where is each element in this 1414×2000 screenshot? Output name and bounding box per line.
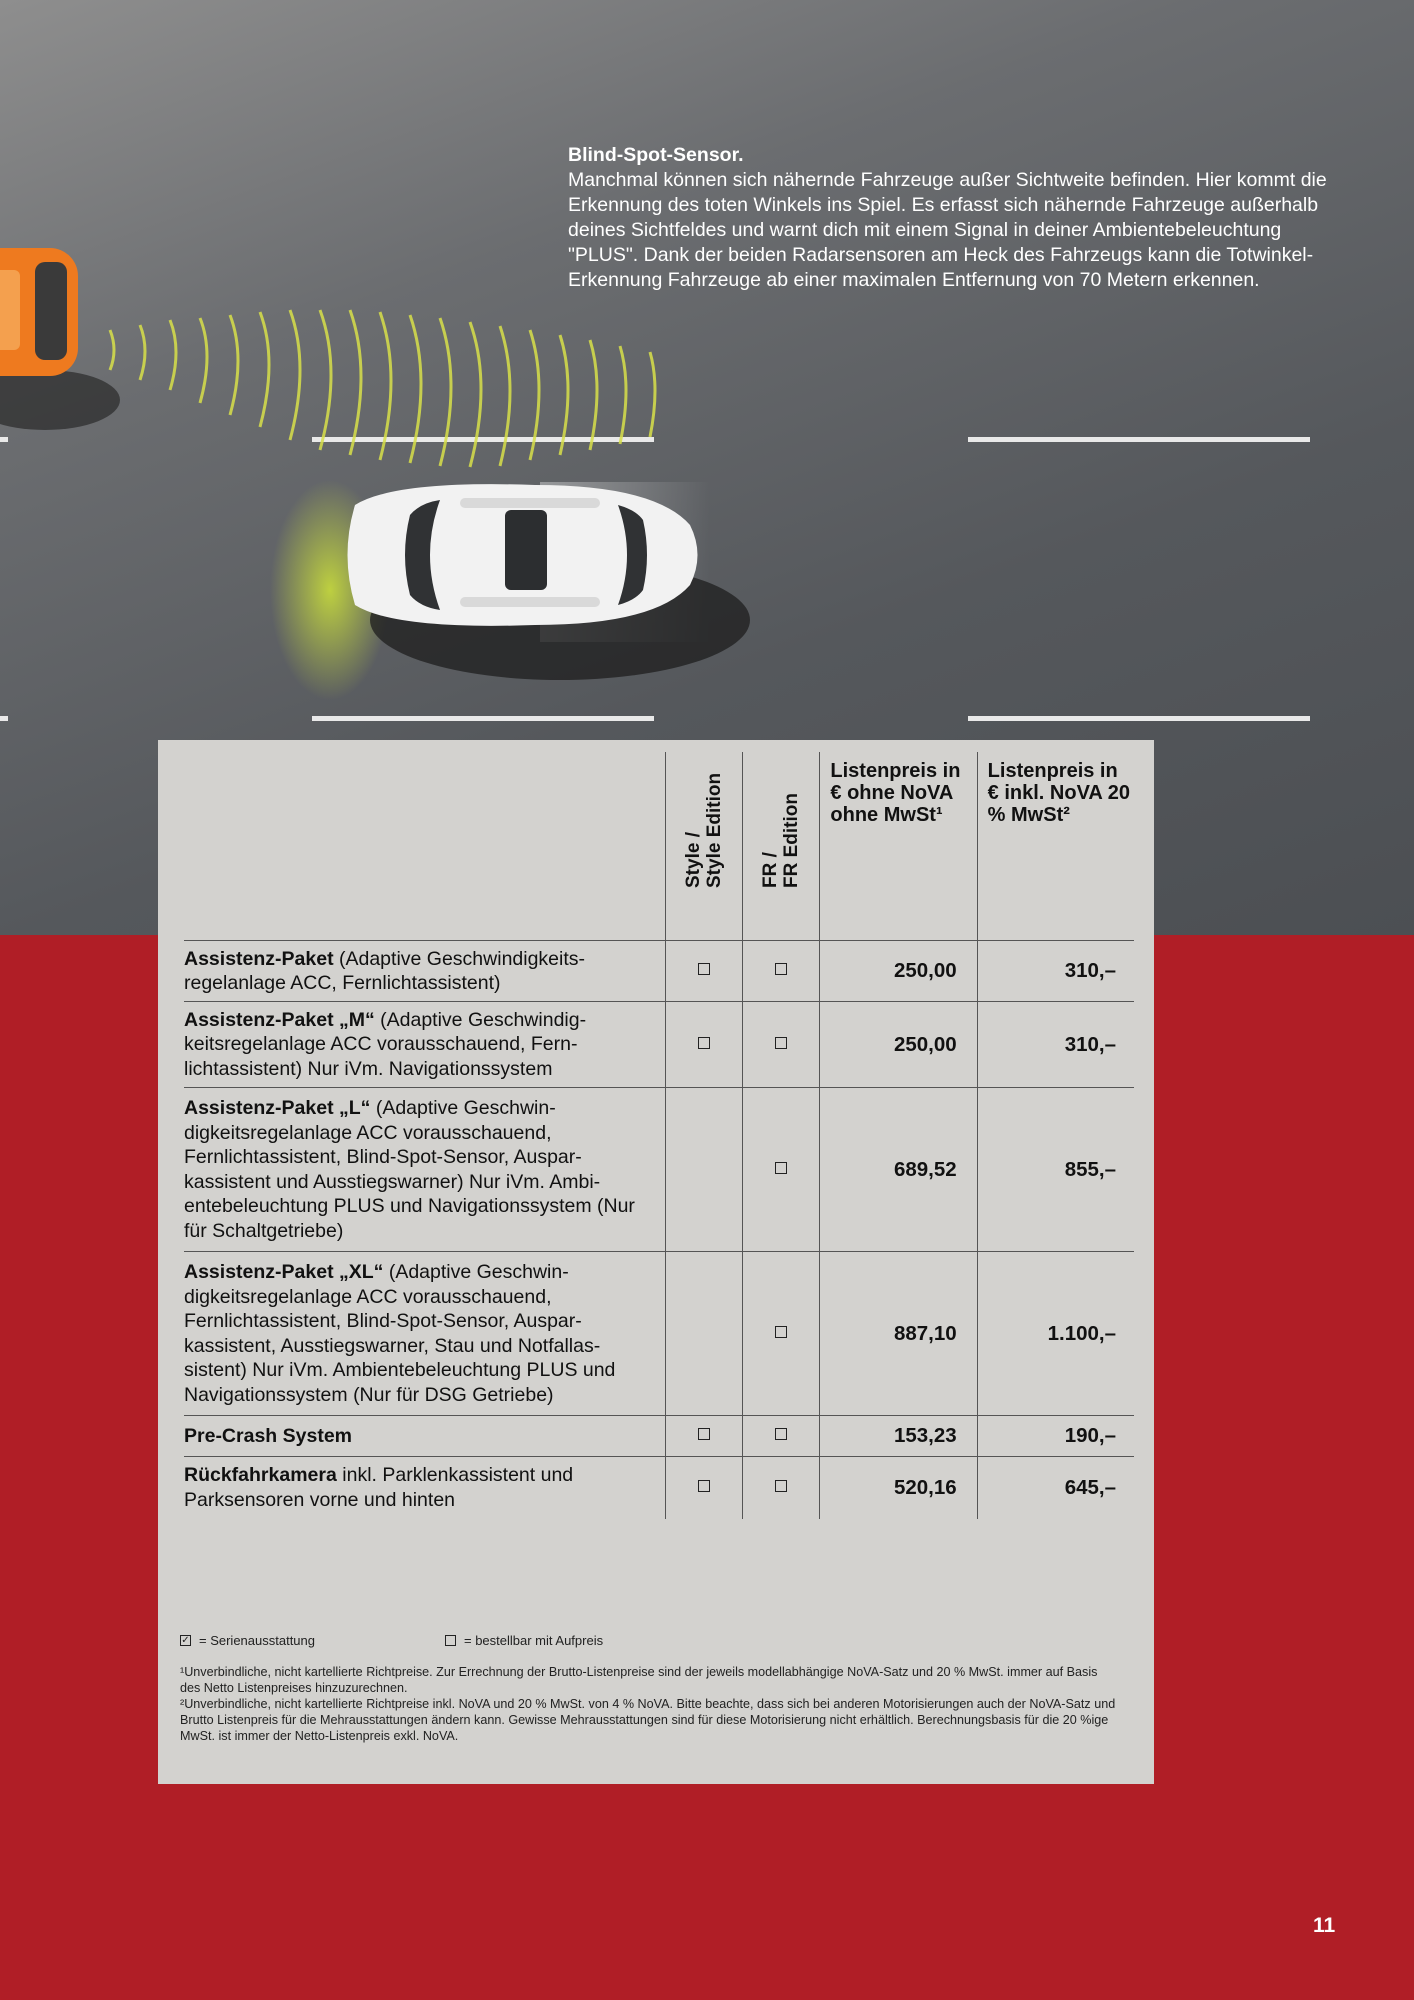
- white-car-icon: [270, 480, 750, 700]
- row-fr-option: [743, 1457, 820, 1519]
- header-price-net: Listenpreis in € ohne NoVA ohne MwSt¹: [820, 752, 977, 941]
- price-table: [184, 752, 1134, 1519]
- footnote-1: ¹Unverbindliche, nicht kartellierte Richtpreise. Zur Errechnung der Brutto-Listenpreise sind der jeweils modellabhängige NoVA-Satz und 20 % MwSt. immer auf Basis des Netto Listenpreises hinzuzurechnen.: [180, 1665, 1098, 1695]
- legend-item-optional: [445, 1632, 603, 1648]
- row-style-option: [665, 1002, 742, 1088]
- row-description: Assistenz-Paket „XL“ (Adaptive Geschwin-digkeitsregelanlage ACC vorausschauend, Fernlichtassistent, Blind-Spot-Sensor, Auspar-kassistent, Ausstiegswarner, Stau und Notfallas-sistent) Nur iVm. Ambientebeleuchtung PLUS und Navigationssystem (Nur für DSG Getriebe): [184, 1252, 665, 1416]
- row-price-gross: 310,–: [977, 941, 1134, 1002]
- row-fr-option: [743, 1252, 820, 1416]
- row-price-net: 250,00: [820, 941, 977, 1002]
- header-fr: [743, 752, 820, 941]
- row-description: Assistenz-Paket (Adaptive Geschwindigkeits-regelanlage ACC, Fernlichtassistent): [184, 941, 665, 1002]
- radar-waves-icon: [110, 310, 655, 467]
- row-price-gross: 855,–: [977, 1088, 1134, 1252]
- row-fr-option: [743, 1416, 820, 1457]
- table-row: [184, 1088, 1134, 1252]
- row-style-option: [665, 1457, 742, 1519]
- row-description: Assistenz-Paket „L“ (Adaptive Geschwin-digkeitsregelanlage ACC vorausschauend, Fernlichtassistent, Blind-Spot-Sensor, Auspar-kassistent und Ausstiegswarner) Nur iVm. Ambi-entebeleuchtung PLUS und Navigationssystem (Nur für Schaltgetriebe): [184, 1088, 665, 1252]
- optional-box-icon: [775, 1428, 787, 1440]
- row-style-option: [665, 1416, 742, 1457]
- row-description: Assistenz-Paket „M“ (Adaptive Geschwindig-keitsregelanlage ACC vorausschauend, Fern-lichtassistent) Nur iVm. Navigationssystem: [184, 1002, 665, 1088]
- row-fr-option: [743, 1088, 820, 1252]
- intro-body: Manchmal können sich nähernde Fahrzeuge außer Sichtweite befinden. Hier kommt die Erkennung des toten Winkels ins Spiel. Es erfasst sich nähernde Fahrzeuge außerhalb deines Sichtfeldes und warnt dich mit einem Signal in deiner Ambientebeleuchtung "PLUS". Dank der beiden Radarsensoren am Heck des Fahrzeugs kann die Totwinkel-Erkennung Fahrzeuge ab einer maximalen Entfernung von 70 Metern erkennen.: [568, 169, 1327, 291]
- optional-box-icon: [445, 1635, 456, 1646]
- optional-box-icon: [775, 1037, 787, 1049]
- optional-box-icon: [775, 1162, 787, 1174]
- legend-optional: = bestellbar mit Aufpreis: [464, 1633, 604, 1649]
- row-price-gross: 190,–: [977, 1416, 1134, 1457]
- footnote-2: ²Unverbindliche, nicht kartellierte Richtpreise inkl. NoVA und 20 % MwSt. von 4 % NoVA. Bitte beachte, dass sich bei anderen Motorisierungen auch der NoVA-Satz und Brutto Listenpreis für die Mehrausstattungen ändern kann. Gewisse Mehrausstattungen sind für diese Motorisierung nicht erhältlich. Berechnungsbasis für die 20 %ige MwSt. ist immer der Netto-Listenpreis exkl. NoVA.: [180, 1697, 1116, 1743]
- table-row: [184, 1252, 1134, 1416]
- page-number: 11: [1313, 1914, 1336, 1937]
- row-price-gross: 310,–: [977, 1002, 1134, 1088]
- table-row: [184, 1002, 1134, 1088]
- row-description: Pre-Crash System: [184, 1416, 665, 1457]
- table-row: [184, 1457, 1134, 1519]
- row-price-net: 689,52: [820, 1088, 977, 1252]
- optional-box-icon: [775, 1326, 787, 1338]
- row-fr-option: [743, 1002, 820, 1088]
- table-header-row: [184, 752, 1134, 941]
- intro-title: Blind-Spot-Sensor.: [568, 144, 744, 166]
- optional-box-icon: [698, 1428, 710, 1440]
- row-price-net: 153,23: [820, 1416, 977, 1457]
- row-style-option: [665, 1088, 742, 1252]
- optional-box-icon: [775, 1480, 787, 1492]
- price-panel: [158, 740, 1154, 1784]
- orange-car-icon: [0, 248, 120, 430]
- header-fr-label: FR / FR Edition: [760, 793, 803, 888]
- table-row: [184, 941, 1134, 1002]
- legend: [180, 1632, 604, 1649]
- optional-box-icon: [698, 963, 710, 975]
- optional-box-icon: [698, 1037, 710, 1049]
- header-price-gross: Listenpreis in € inkl. NoVA 20 % MwSt²: [977, 752, 1134, 941]
- row-style-option: [665, 941, 742, 1002]
- row-price-net: 520,16: [820, 1457, 977, 1519]
- optional-box-icon: [775, 963, 787, 975]
- table-row: [184, 1416, 1134, 1457]
- intro-text: [568, 143, 1328, 293]
- row-price-gross: 645,–: [977, 1457, 1134, 1519]
- row-price-gross: 1.100,–: [977, 1252, 1134, 1416]
- optional-box-icon: [698, 1480, 710, 1492]
- row-description: Rückfahrkamera inkl. Parklenkassistent und Parksensoren vorne und hinten: [184, 1464, 574, 1511]
- header-description: [184, 752, 665, 941]
- row-price-net: 250,00: [820, 1002, 977, 1088]
- row-fr-option: [743, 941, 820, 1002]
- legend-standard: = Serienausstattung: [199, 1633, 315, 1649]
- row-price-net: 887,10: [820, 1252, 977, 1416]
- row-style-option: [665, 1252, 742, 1416]
- checked-box-icon: ✓: [181, 1635, 190, 1647]
- header-style: [665, 752, 742, 941]
- footnotes: [180, 1664, 1120, 1744]
- header-style-label: Style / Style Edition: [683, 772, 726, 888]
